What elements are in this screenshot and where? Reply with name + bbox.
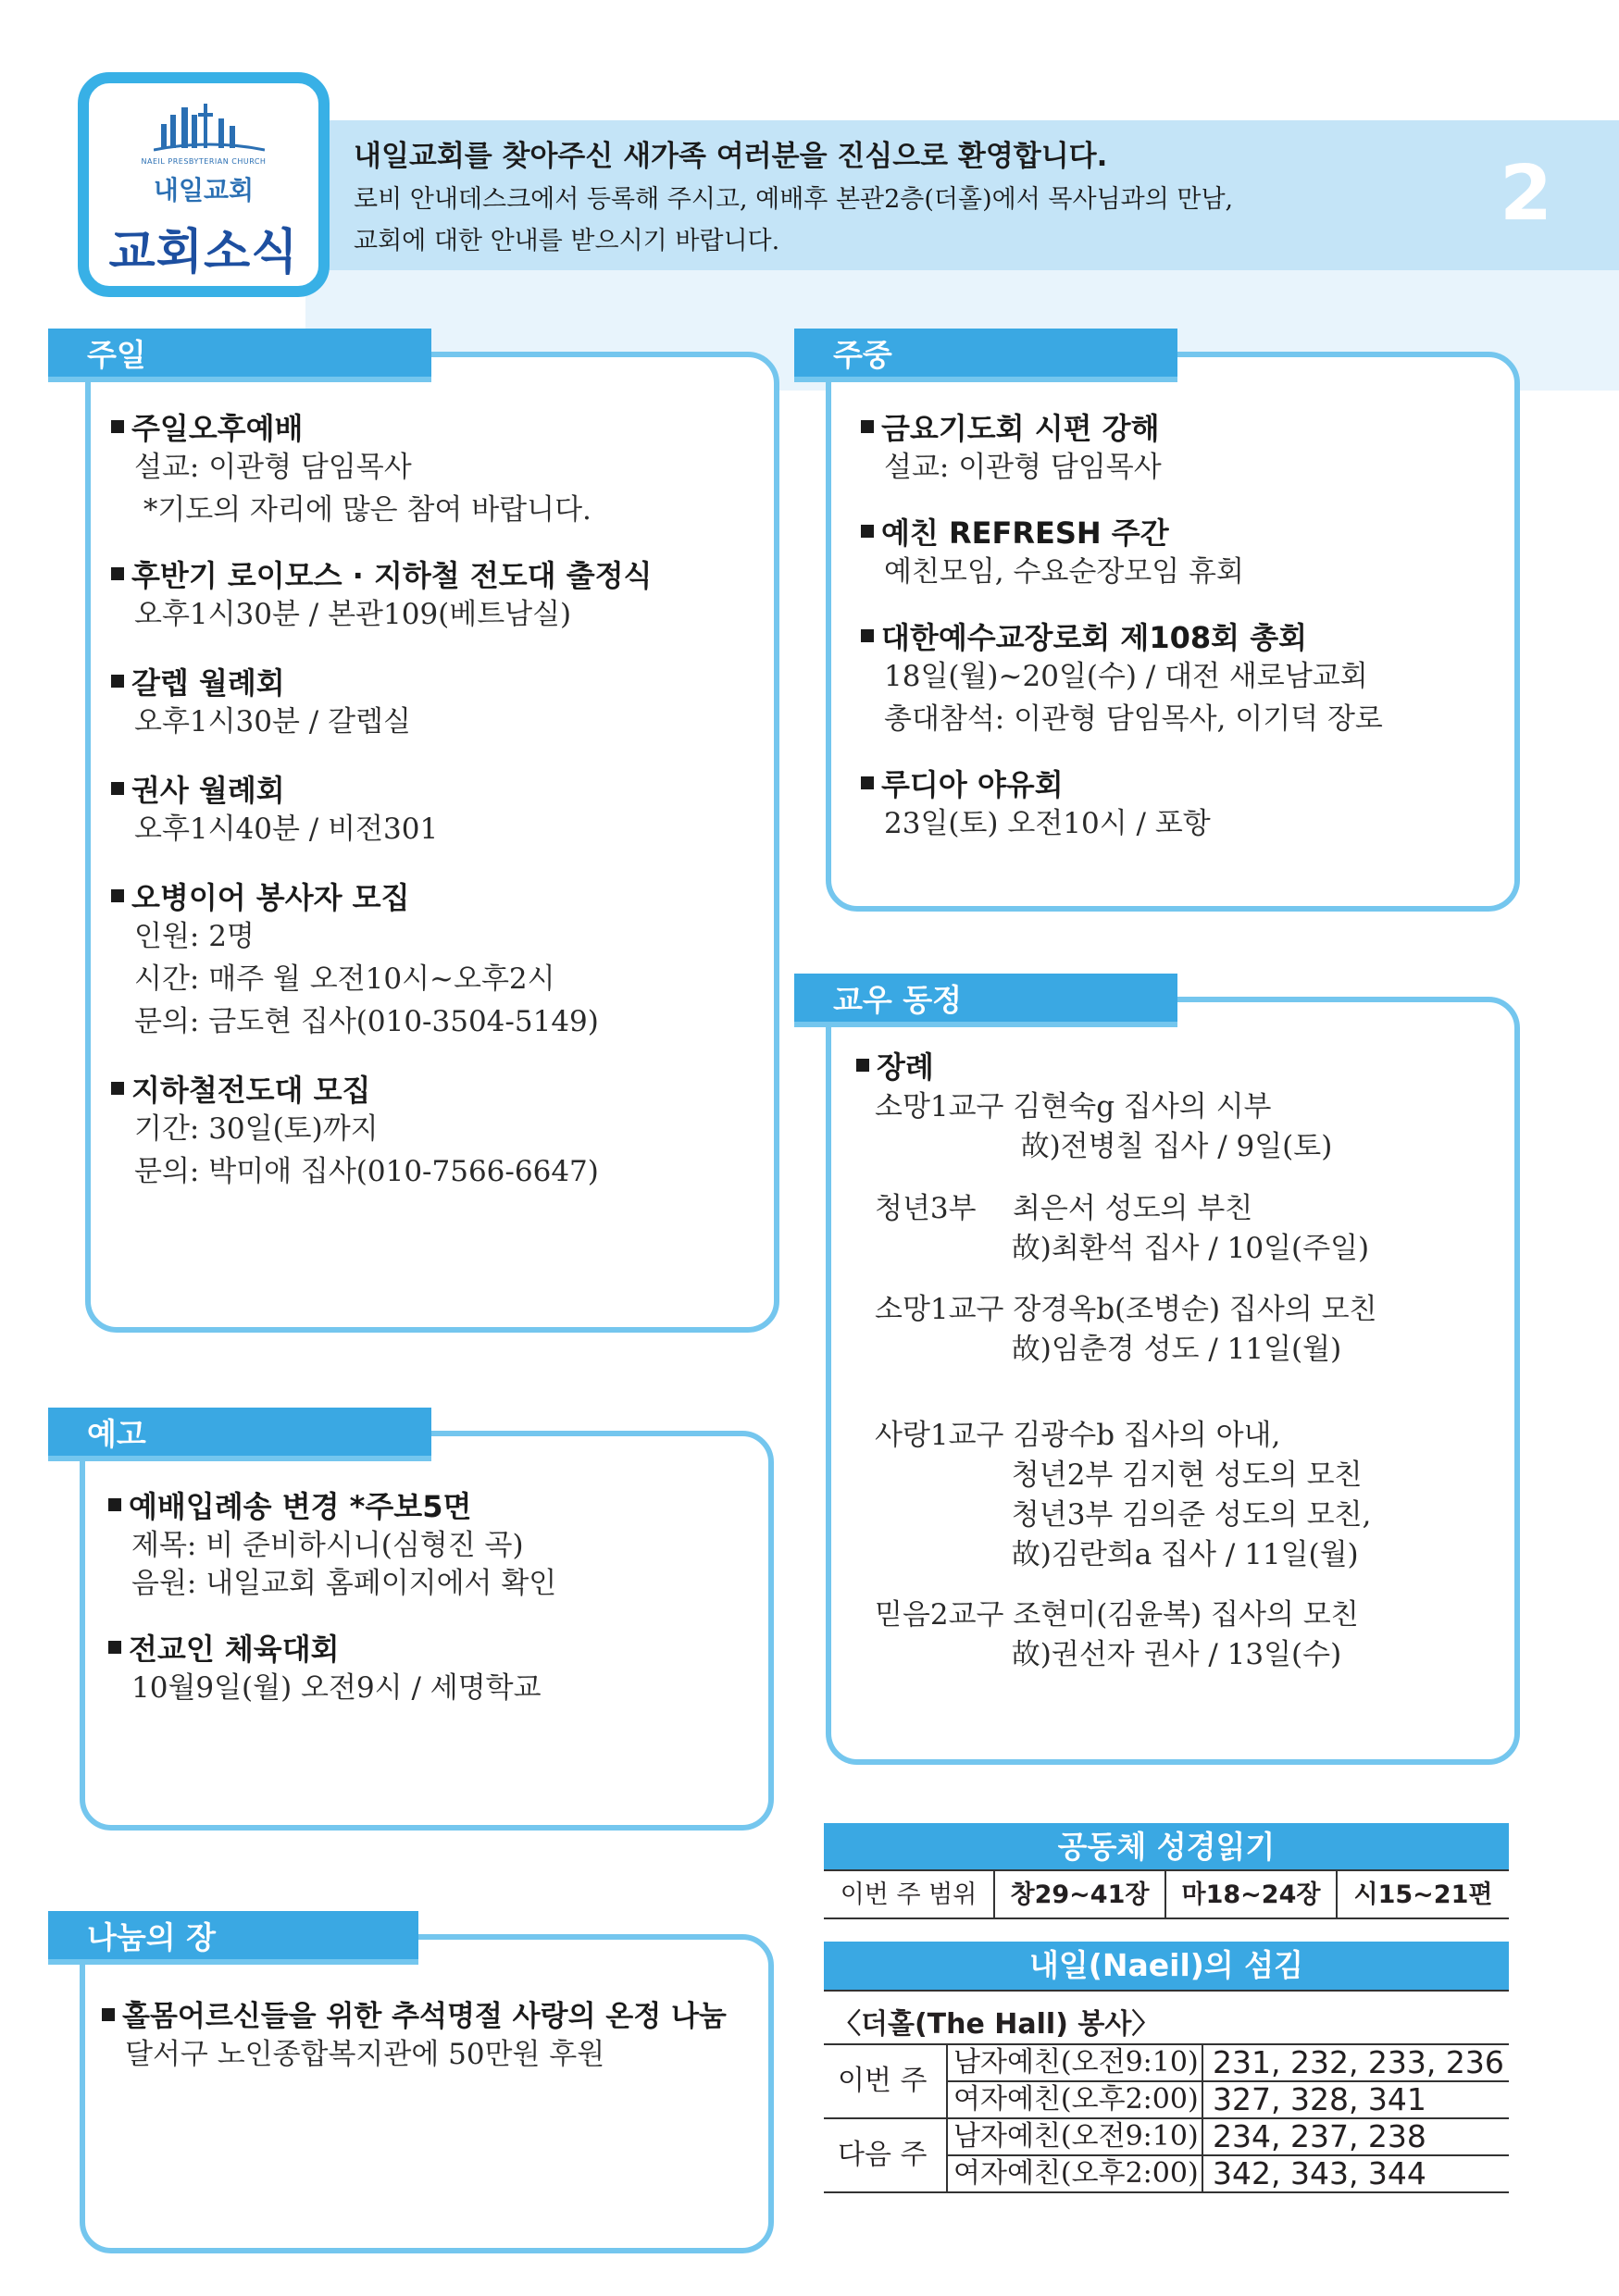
funeral-entry-line: 사랑1교구 김광수b 집사의 아내, [875,1419,1281,1452]
bullet-square-icon [108,1498,121,1511]
sunday-item-line: 인원: 2명 [134,920,255,953]
funeral-entry-line: 故)전병칠 집사 / 9일(토) [875,1130,1333,1163]
service-group: 여자예친(오후2:00) [953,2083,1199,2116]
notice-item-title: 전교인 체육대회 [108,1626,340,1669]
sunday-item-line: 문의: 금도현 집사(010-3504-5149) [134,1005,599,1038]
tab-sunday [48,329,431,382]
service-title: 내일(Naeil)의 섬김 [824,1942,1509,1990]
tab-weekday-label: 주중 [833,337,892,373]
tab-members-label: 교우 동정 [833,982,963,1018]
notice-item-line: 제목: 비 준비하시니(심형진 곡) [131,1529,524,1562]
weekday-item-line: 18일(월)~20일(수) / 대전 새로남교회 [884,660,1368,693]
sunday-item-line: 오후1시40분 / 비전301 [134,813,439,846]
bullet-square-icon [861,420,874,433]
notice-item-title: 예배입례송 변경 *주보5면 [108,1483,471,1526]
sharing-item-title: 홀몸어르신들을 위한 추석명절 사랑의 온정 나눔 [102,1992,727,2034]
funeral-entry-line: 故)최환석 집사 / 10일(주일) [875,1232,1370,1265]
hall-service-subtitle: 〈더홀(The Hall) 봉사〉 [833,2008,1160,2041]
sunday-item-title: 권사 월례회 [111,767,285,810]
sunday-item-line: 오후1시30분 / 갈렙실 [134,705,411,738]
bullet-square-icon [111,889,124,902]
funeral-entry-line: 믿음2교구 조현미(김윤복) 집사의 모친 [875,1598,1359,1632]
bible-reading-label: 이번 주 범위 [824,1871,995,1919]
notice-item-line: 음원: 내일교회 홈페이지에서 확인 [131,1567,557,1600]
weekday-item-line: 23일(토) 오전10시 / 포항 [884,807,1211,840]
bullet-square-icon [861,629,874,642]
sunday-item-line: 오후1시30분 / 본관109(베트남실) [134,598,572,631]
service-week: 이번 주 [838,2065,928,2097]
tab-sharing [48,1911,418,1965]
service-group: 여자예친(오후2:00) [953,2157,1199,2190]
bullet-square-icon [108,1641,121,1654]
page-number: 2 [1500,150,1553,238]
tab-notice-label: 예고 [87,1416,146,1452]
sunday-item-line: 설교: 이관형 담임목사 [134,451,412,484]
bullet-square-icon [111,675,124,688]
sunday-item-line: 기간: 30일(토)까지 [134,1112,379,1146]
funeral-entry-line: 청년3부 김의준 성도의 모친, [875,1498,1372,1532]
church-logo-box [78,72,330,297]
tab-sharing-label: 나눔의 장 [87,1919,217,1955]
welcome-line-2: 로비 안내데스크에서 등록해 주시고, 예배후 본관2층(더홀)에서 목사님과의 만남, [354,185,1234,214]
weekday-item-line: 예친모임, 수요순장모임 휴회 [884,555,1244,589]
sunday-item-line: 시간: 매주 월 오전10시~오후2시 [134,962,555,996]
funeral-entry-line: 소망1교구 장경옥b(조병순) 집사의 모친 [875,1293,1377,1326]
bullet-square-icon [861,525,874,538]
notice-item-line: 10월9일(월) 오전9시 / 세명학교 [131,1671,542,1705]
bullet-square-icon [856,1059,869,1072]
tab-sunday-label: 주일 [87,337,146,373]
bullet-square-icon [861,776,874,789]
funeral-title: 장례 [856,1044,934,1086]
service-group: 남자예친(오전9:10) [953,2046,1199,2079]
tab-notice [48,1408,431,1461]
bullet-square-icon [111,420,124,433]
bible-reading-row [824,1871,1509,1919]
funeral-entry-line: 故)임춘경 성도 / 11일(월) [875,1333,1342,1366]
funeral-entry-line: 소망1교구 김현숙g 집사의 시부 [875,1090,1272,1123]
sunday-item-title: 후반기 로이모스 · 지하철 전도대 출정식 [111,552,652,595]
tab-weekday [794,329,1177,382]
church-logo-icon [154,104,265,157]
bullet-square-icon [102,2008,115,2021]
sunday-item-title: 주일오후예배 [111,405,303,448]
sunday-item-title: 갈렙 월례회 [111,660,285,702]
bullet-square-icon [111,567,124,580]
welcome-line-3: 교회에 대한 안내를 받으시기 바랍니다. [354,227,780,255]
service-numbers: 327, 328, 341 [1213,2081,1426,2117]
weekday-item-title: 루디아 야유회 [861,762,1064,804]
service-numbers: 342, 343, 344 [1213,2155,1426,2191]
sharing-box [80,1934,774,2253]
bible-range: 마18~24장 [1166,1871,1338,1919]
bullet-square-icon [111,782,124,795]
logo-name: 내일교회 [153,175,255,205]
sharing-item-line: 달서구 노인종합복지관에 50만원 후원 [125,2038,605,2071]
bible-reading-title: 공동체 성경읽기 [824,1823,1509,1871]
weekday-item-line: 총대참석: 이관형 담임목사, 이기덕 장로 [884,702,1383,736]
weekday-item-line: 설교: 이관형 담임목사 [884,451,1162,484]
welcome-heading: 내일교회를 찾아주신 새가족 여러분을 진심으로 환영합니다. [354,140,1108,173]
weekday-item-title: 예친 REFRESH 주간 [861,510,1169,552]
weekday-item-title: 대한예수교장로회 제108회 총회 [861,614,1307,657]
funeral-entry-line: 故)김란희a 집사 / 11일(월) [875,1538,1359,1571]
sunday-item-line: 문의: 박미애 집사(010-7566-6647) [134,1155,599,1188]
service-numbers: 234, 237, 238 [1213,2118,1426,2154]
funeral-entry-line: 청년2부 김지현 성도의 모친 [875,1458,1363,1492]
section-title: 교회소식 [108,225,299,280]
service-week: 다음 주 [838,2139,928,2171]
bible-range: 창29~41장 [995,1871,1166,1919]
table-rule [824,1990,1509,1992]
service-group: 남자예친(오전9:10) [953,2120,1199,2153]
sunday-item-title: 지하철전도대 모집 [111,1067,370,1110]
logo-subtitle: NAEIL PRESBYTERIAN CHURCH [141,157,267,166]
funeral-entry-line: 청년3부 최은서 성도의 부친 [875,1192,1253,1225]
sunday-item-title: 오병이어 봉사자 모집 [111,875,410,917]
funeral-entry-line: 故)권선자 권사 / 13일(수) [875,1638,1342,1671]
bullet-square-icon [111,1082,124,1095]
tab-members [794,974,1177,1027]
service-numbers: 231, 232, 233, 236 [1213,2044,1504,2080]
weekday-item-title: 금요기도회 시편 강해 [861,405,1160,448]
bible-range: 시15~21편 [1353,1880,1493,1909]
sunday-item-line: *기도의 자리에 많은 참여 바랍니다. [134,493,592,527]
